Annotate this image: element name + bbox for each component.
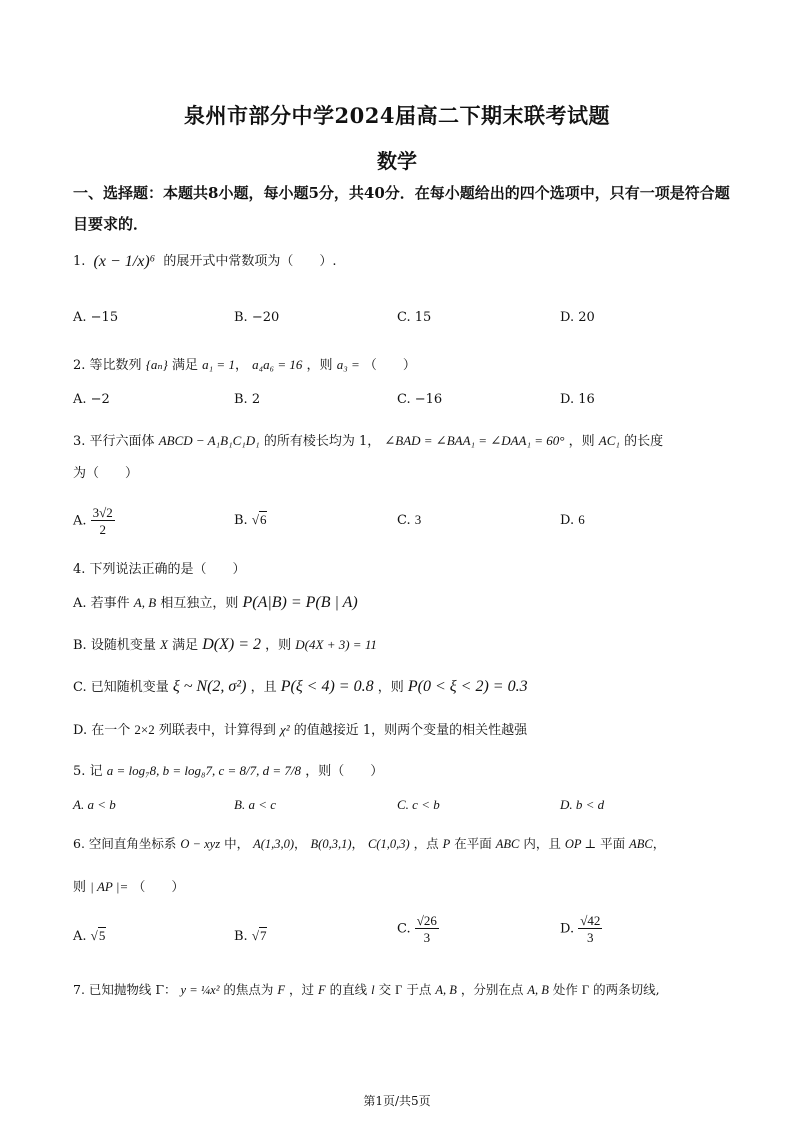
q2-option-a: A. −2 [73,392,110,407]
q5-stem-pre: 5. 记 [73,764,103,779]
q6-stem-mid: 中， [224,836,250,851]
q6-coordinate-system: O − xyz [180,837,221,851]
q3-line-2: 为（ ） [73,466,139,481]
q4-c-post: ，则 [377,680,404,695]
q4-d-table: 2×2 [134,722,155,737]
q4-a-events: A, B [133,595,157,610]
q3-option-d [560,512,585,528]
q4-c-condition: P(ξ < 4) = 0.8 [280,678,374,695]
q1-number: 1. [73,254,86,269]
q2-option-b: B. 2 [234,392,261,407]
q6-line-2 [73,876,184,895]
q4-c-distribution: ξ ~ N(2, σ²) [172,678,247,695]
q6-ask: | AP |= [90,879,129,894]
question-4: 4. 下列说法正确的是（ ） [73,562,246,577]
q4-a-mid: 相互独立，则 [160,596,239,611]
q2-stem-post: ，则 [306,358,333,373]
q6-option-a-radicand: 5 [98,928,106,943]
q6-line2-pre: 则 [73,880,87,895]
q2-stem-mid: 满足 [172,358,199,373]
q6-option-a-label: A. [73,929,87,944]
q7-gamma: Γ [395,983,403,997]
q6-line2-post: （ ） [132,880,185,895]
q7-stem-line: ，过 [289,982,315,997]
q3-option-a-denominator: 2 [99,522,106,537]
q3-option-a-label: A. [73,513,87,529]
q4-d-pre: D. 在一个 [73,723,131,738]
q7-gamma-2: Γ [581,983,590,997]
q5-option-d: D. b < d [560,797,605,812]
question-3 [73,430,663,449]
q3-option-b-radicand: 6 [259,512,267,527]
q5-stem-post: ，则（ ） [305,764,384,779]
q2-tail: （ ） [363,358,416,373]
q6-option-d-fraction [578,914,602,944]
q1-option-d: D. 20 [560,310,595,325]
q7-focus-2: F [318,983,326,997]
q2-option-c: C. −16 [397,392,443,407]
q7-stem-last: 的两条切线, [593,982,660,997]
q4-option-c [73,676,528,696]
q3-option-b [234,512,267,528]
q7-points-ab: A, B [435,983,457,997]
q6-perpendicular: OP ⊥ [564,837,597,851]
q6-stem-plane: 平面 [600,836,626,851]
q6-option-c-numerator: √26 [416,913,437,928]
q3-option-d-label: D. [560,513,575,528]
q3-stem-mid: 的所有棱长均为 1， [263,434,381,449]
q4-b-variable: X [159,637,168,652]
q7-points-ab-2: A, B [527,983,549,997]
question-6: 6. 空间直角坐标系 O − xyz 中， A(1,3,0)， B(0,3,1)， C(1,0,3) ，点 P 在平面 ABC 内，且 OP ⊥ 平面 ABC， [73,836,666,851]
q4-c-formula: P(0 < ξ < 2) = 0.3 [407,678,528,695]
q2-sequence: {aₙ} [145,357,168,372]
q3-option-a-numerator: 3√2 [92,505,113,520]
question-5 [73,760,383,779]
q4-c-mid: ，且 [250,680,277,695]
q4-b-formula: D(4X + 3) = 11 [295,637,377,652]
q6-option-c [397,914,439,944]
exam-title: 泉州市部分中学2024届高二下期末联考试题 [184,103,610,128]
q6-stem-pre: 6. 空间直角坐标系 [73,836,177,851]
q4-a-formula: P(A|B) = P(B | A) [242,594,358,611]
q4-option-d [73,719,527,738]
q4-b-mid: 满足 [172,638,199,653]
q5-option-b: B. a < c [234,797,276,812]
q3-option-b-label: B. [234,513,248,528]
q6-plane-2: ABC [629,837,653,851]
q1-option-a: A. −15 [73,310,119,325]
q6-option-b-sqrt: √7 [251,928,267,943]
q3-option-c-label: C. [397,513,411,528]
q4-d-post: 的值越接近 1，则两个变量的相关性越强 [293,723,528,738]
q3-angles: ∠BAD = ∠BAA₁ = ∠DAA₁ = 60° [384,433,565,448]
q6-option-b-label: B. [234,929,248,944]
q5-option-c: C. c < b [397,797,440,812]
q4-option-b [73,634,377,654]
q7-stem-end: 处作 [552,982,578,997]
q6-option-c-label: C. [397,921,411,937]
q2-condition-1: a₁ = 1 [202,357,235,372]
q6-point-p: P [442,837,451,851]
q3-solid: ABCD − A₁B₁C₁D₁ [158,433,260,448]
q3-segment: AC₁ [598,433,620,448]
q7-line-l: l [371,983,375,997]
q7-stem-focus: 的焦点为 [223,982,274,997]
q7-stem-tangent: ，分别在点 [460,982,524,997]
q2-option-d: D. 16 [560,392,595,407]
q3-option-c [397,512,421,528]
q1-stem: 的展开式中常数项为（ ）. [163,254,337,269]
q1-expression: (x − 1/x)⁶ [93,252,156,270]
q5-option-a: A. a < b [73,797,116,812]
q7-parabola: y = ¼x² [180,983,220,997]
q6-option-d-denominator: 3 [587,930,594,945]
question-2: 2. 等比数列 {aₙ} 满足 a₁ = 1， a₄a₆ = 16 ，则 a₃ = （ ） [73,357,416,373]
q6-option-d-label: D. [560,921,575,937]
q7-focus: F [277,983,286,997]
q6-stem-in: 在平面 [454,836,492,851]
q1-option-b: B. −20 [234,310,280,325]
q6-option-a [73,928,106,944]
q3-option-a-fraction [91,506,115,536]
subject-title: 数学 [377,149,417,173]
section-heading: 一、选择题：本题共8小题，每小题5分，共40分．在每小题给出的四个选项中，只有一项是符合题目要求的． [73,184,730,233]
q6-option-d-radicand: 42 [587,913,601,928]
q6-stem-and: 内，且 [523,836,561,851]
q1-option-c: C. 15 [397,310,432,325]
q2-stem-pre: 2. 等比数列 [73,358,142,373]
q6-option-d [560,914,602,944]
question-1 [73,250,337,271]
q4-b-condition: D(X) = 2 [202,636,261,653]
q6-plane: ABC [495,837,520,851]
q6-point-a: A(1,3,0) [253,837,295,851]
q3-stem-pre: 3. 平行六面体 [73,434,155,449]
q6-option-c-radicand: 26 [423,913,437,928]
q4-b-pre: B. 设随机变量 [73,638,156,653]
q6-option-d-numerator: √42 [580,913,601,928]
q4-b-post: ，则 [265,638,292,653]
q4-option-a [73,592,358,612]
q3-option-c-value: 3 [414,512,422,527]
q3-option-b-sqrt: √6 [251,512,267,527]
q2-condition-2: a₄a₆ = 16 [252,357,303,372]
q3-option-a [73,506,115,536]
q7-stem-cross: 交 [378,982,392,997]
q6-stem-p: ，点 [413,836,439,851]
q7-stem-pre: 7. 已知抛物线 Γ： [73,982,177,997]
q6-point-c: C(1,0,3) [367,837,410,851]
q6-option-a-sqrt: √5 [90,928,106,943]
question-7 [73,980,660,998]
q4-d-mid: 列联表中，计算得到 [158,723,276,738]
q6-option-b-radicand: 7 [259,928,267,943]
q7-stem-points: 于点 [406,982,432,997]
q6-option-c-fraction [415,914,439,944]
q7-stem-l: 的直线 [329,982,368,997]
q6-option-b [234,928,267,944]
q6-option-c-denominator: 3 [423,930,431,945]
q3-stem-end: 的长度 [624,434,664,449]
q4-a-pre: A. 若事件 [73,596,130,611]
q2-ask: a₃ = [336,357,360,372]
q3-option-d-value: 6 [578,512,585,527]
q5-variables: a = log₇8, b = log₈7, c = 8/7, d = 7/8 [106,763,302,778]
q4-c-pre: C. 已知随机变量 [73,680,169,695]
q4-d-chi-squared: χ² [280,722,290,737]
page-footer: 第1页/共5页 [363,1094,431,1108]
q3-stem-post: ，则 [568,434,595,449]
q6-point-b: B(0,3,1) [310,837,352,851]
